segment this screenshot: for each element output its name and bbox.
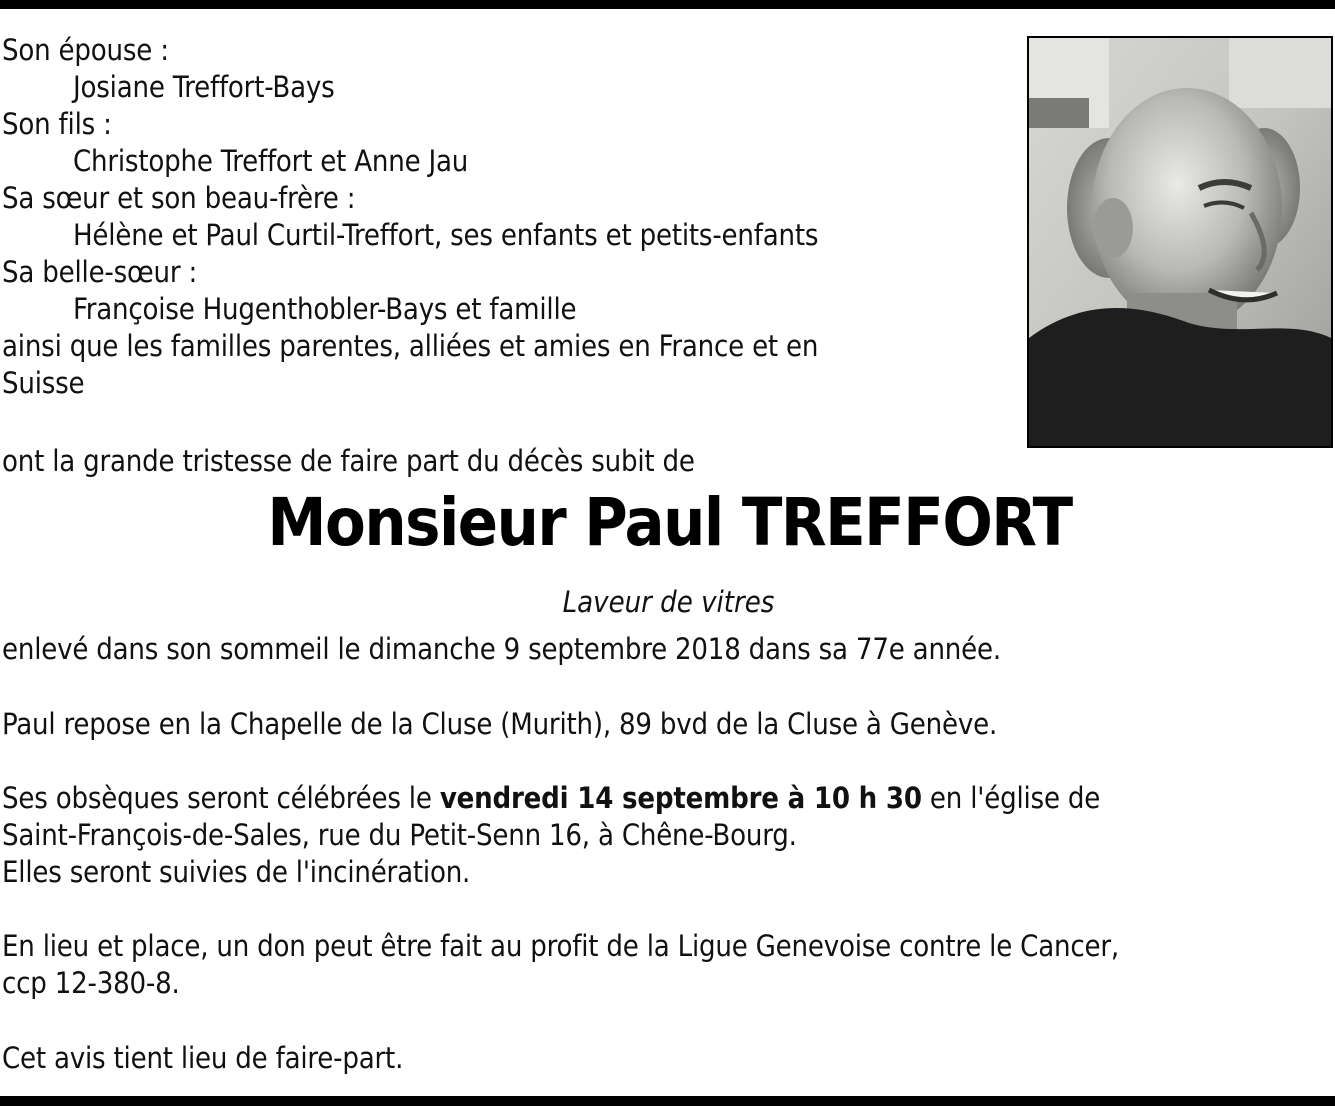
funeral-line-1-end: en l'église de: [921, 781, 1101, 815]
profession-text: Laveur de vitres: [562, 585, 775, 619]
others-line-1: ainsi que les familles parentes, alliées et amies en France et en: [2, 329, 819, 363]
sister-in-law-name: Françoise Hugenthobler-Bays et famille: [73, 292, 577, 326]
notice-text: Cet avis tient lieu de faire-part.: [2, 1041, 404, 1075]
son-name: Christophe Treffort et Anne Jau: [73, 144, 469, 178]
spouse-name: Josiane Treffort-Bays: [73, 70, 335, 104]
spouse-label: Son épouse :: [2, 33, 169, 67]
deceased-name: [0, 483, 1335, 563]
son-label: Son fils :: [2, 107, 112, 141]
intro-text: ont la grande tristesse de faire part du décès subit de: [2, 444, 695, 478]
funeral-line-1: [2, 780, 1100, 817]
donation-details: [2, 928, 1119, 1002]
portrait-image: [1029, 38, 1331, 446]
sister-label: Sa sœur et son beau-frère :: [2, 181, 356, 215]
others-line-2: Suisse: [2, 366, 85, 400]
resting-place-text: Paul repose en la Chapelle de la Cluse (Murith), 89 bvd de la Cluse à Genève.: [2, 707, 998, 741]
deceased-name-text: Monsieur Paul TREFFORT: [267, 484, 1072, 561]
bottom-rule: [0, 1096, 1335, 1106]
donation-line-2: ccp 12-380-8.: [2, 966, 180, 1000]
sister-in-law-label: Sa belle-sœur :: [2, 255, 198, 289]
death-text: enlevé dans son sommeil le dimanche 9 septembre 2018 dans sa 77e année.: [2, 632, 1001, 666]
funeral-line-1-start: Ses obsèques seront célébrées le: [2, 781, 440, 815]
funeral-line-3: Elles seront suivies de l'incinération.: [2, 855, 471, 889]
sister-name: Hélène et Paul Curtil-Treffort, ses enfants et petits-enfants: [73, 218, 819, 252]
portrait-photo: [1027, 36, 1333, 448]
top-rule: [0, 0, 1335, 9]
donation-line-1: En lieu et place, un don peut être fait au profit de la Ligue Genevoise contre le Cancer,: [2, 929, 1119, 963]
funeral-date: vendredi 14 septembre à 10 h 30: [439, 781, 922, 815]
funeral-line-2: Saint-François-de-Sales, rue du Petit-Senn 16, à Chêne-Bourg.: [2, 818, 797, 852]
family-list: [2, 32, 818, 402]
profession: [0, 584, 1335, 621]
funeral-details: [2, 780, 1100, 891]
